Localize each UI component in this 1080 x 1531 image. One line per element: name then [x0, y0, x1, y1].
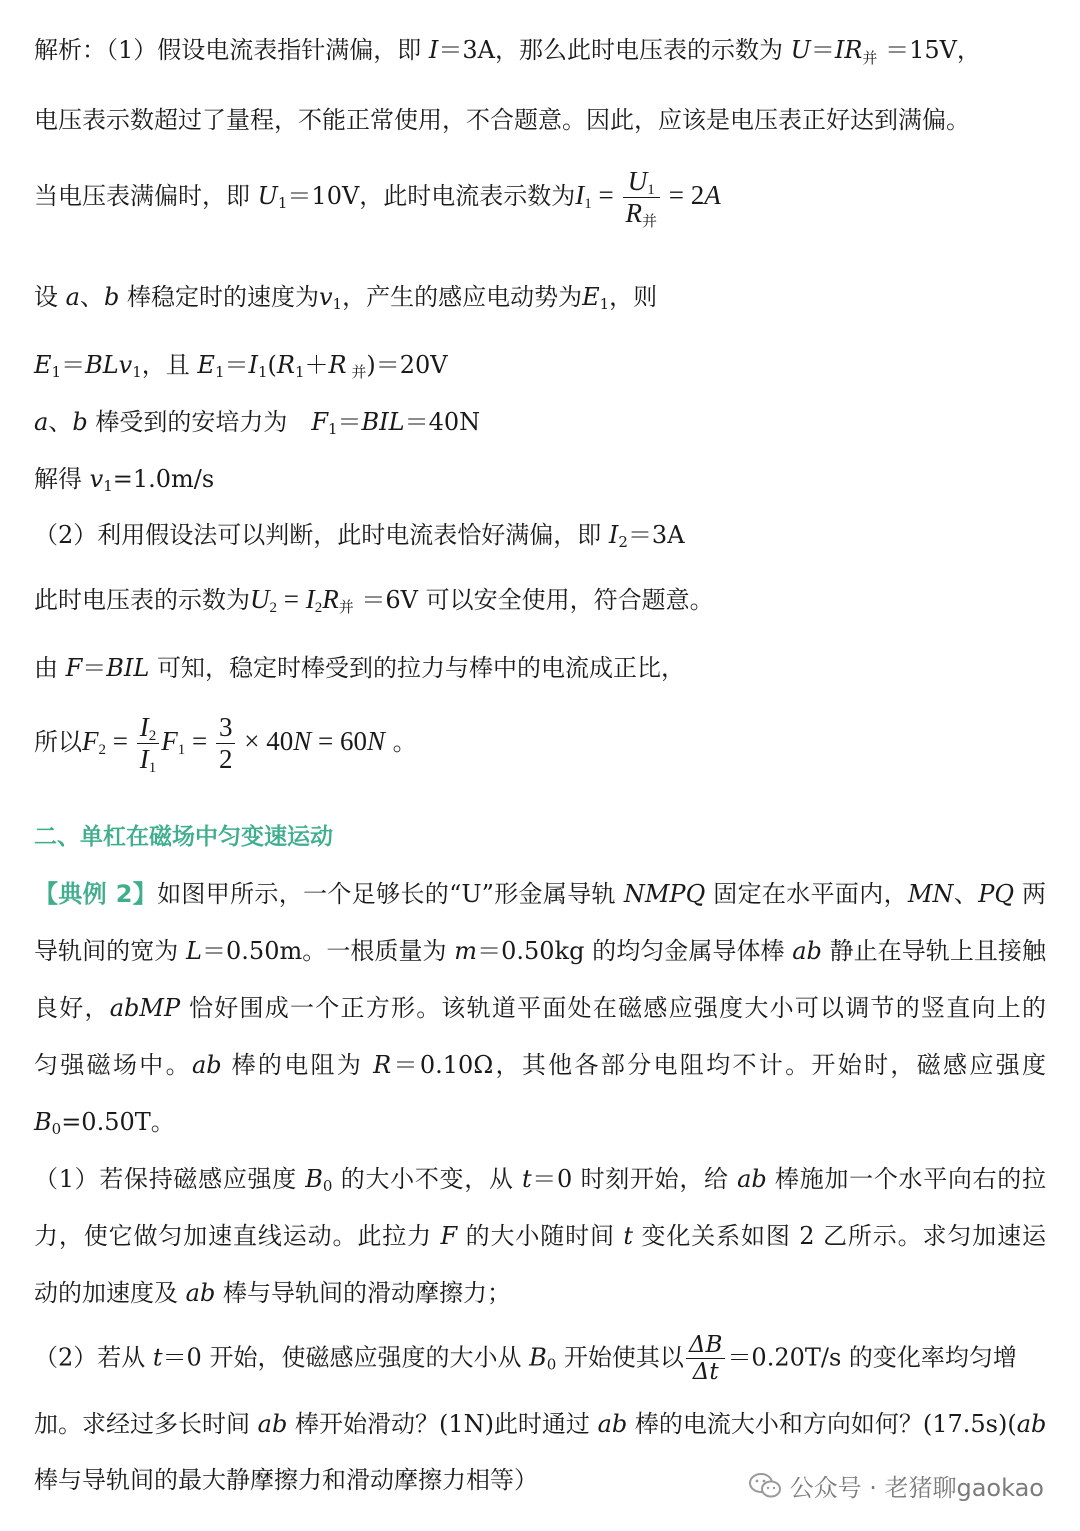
fraction-i2-over-i1: $\frac{I_2}{I_1}$	[137, 712, 160, 775]
solution-line-7: 解得 $v_1=1.0m/s$	[34, 465, 215, 495]
question-2-line-3: 棒与导轨间的最大静摩擦力和滑动摩擦力相等）	[34, 1466, 538, 1494]
solution-line-8: （2）利用假设法可以判断，此时电流表恰好满偏，即 $I_2=3A$	[34, 521, 685, 551]
solution-line-9: 此时电压表的示数为$U_2 = I_2R_并 =6V$ 可以安全使用，符合题意。	[34, 584, 714, 616]
question-2-line-1: （2）若从 t＝0 开始，使磁感应强度的大小从 $B_0$ 开始使其以 $\frac{\Delta B}{\Delta t}$ ＝0.20T/s 的变化率均匀增	[34, 1332, 1017, 1386]
fraction-db-over-dt: $\frac{\Delta B}{\Delta t}$	[686, 1332, 726, 1386]
solution-line-2: 电压表示数超过了量程，不能正常使用，不合题意。因此，应该是电压表正好达到满偏。	[34, 106, 970, 134]
example-line-4: 匀强磁场中。ab 棒的电阻为 R＝0.10Ω，其他各部分电阻均不计。开始时，磁感应强度	[34, 1051, 1047, 1079]
fraction-3-over-2: $\frac{3}{2}$	[216, 712, 236, 775]
question-1-line-1: （1）若保持磁感应强度 $B_0$ 的大小不变，从 t＝0 时刻开始，给 ab 棒施加一个水平向右的拉	[34, 1165, 1046, 1195]
question-2-line-2: 加。求经过多长时间 ab 棒开始滑动？(1N)此时通过 ab 棒的电流大小和方向如何？(17.5s)(ab	[34, 1410, 1047, 1438]
section-title: 二、单杠在磁场中匀变速运动	[34, 824, 333, 850]
solution-line-10: 由 F＝BIL 可知，稳定时棒受到的拉力与棒中的电流成正比，	[34, 654, 685, 682]
watermark-text: 公众号 · 老猪聊gaokao	[789, 1474, 1044, 1502]
watermark	[748, 1468, 1044, 1503]
example-line-3: 良好，abMP 恰好围成一个正方形。该轨道平面处在磁感应强度大小可以调节的竖直向上的	[34, 994, 1046, 1022]
solution-line-11: 所以$F_2$ = $\frac{I_2}{I_1}$ $F_1$ = $\frac{3}{2}$ × 40N = 60N 。	[34, 712, 417, 777]
example-line-1: 【典例 2】如图甲所示，一个足够长的“U”形金属导轨 NMPQ 固定在水平面内，MN、PQ 两	[34, 880, 1046, 908]
solution-line-6: a、b 棒受到的安培力为 $F_1=BIL=40N$	[34, 408, 481, 438]
solution-line-1: 解析：（1）假设电流表指针满偏，即 I＝3A，那么此时电压表的示数为 $U=IR_并 =15V$，	[34, 36, 981, 67]
example-tag: 【典例 2】	[34, 880, 158, 908]
example-line-5: $B_0=0.50T$。	[34, 1108, 175, 1138]
wechat-icon	[748, 1472, 782, 1500]
solution-line-3: 当电压表满偏时，即 $U_1=10V$，此时电流表示数为$I_1$ = $\frac{U_1}{R_并}$ = 2A	[34, 166, 721, 231]
question-1-line-2: 力，使它做匀加速直线运动。此拉力 F 的大小随时间 t 变化关系如图 2 乙所示。求匀加速运	[34, 1222, 1046, 1250]
solution-line-4: 设 a、b 棒稳定时的速度为$v_1$，产生的感应电动势为$E_1$，则	[34, 283, 658, 313]
fraction-u1-over-r: $\frac{U_1}{R_并}$	[623, 166, 661, 229]
question-1-line-3: 动的加速度及 ab 棒与导轨间的滑动摩擦力；	[34, 1279, 511, 1307]
example-line-2: 导轨间的宽为 L＝0.50m。一根质量为 m＝0.50kg 的均匀金属导体棒 ab 静止在导轨上且接触	[34, 937, 1046, 965]
solution-line-5: $E_1=BLv_1$，且 $E_1=I_1(R_1+R$ $_并$)＝20V	[34, 351, 448, 381]
